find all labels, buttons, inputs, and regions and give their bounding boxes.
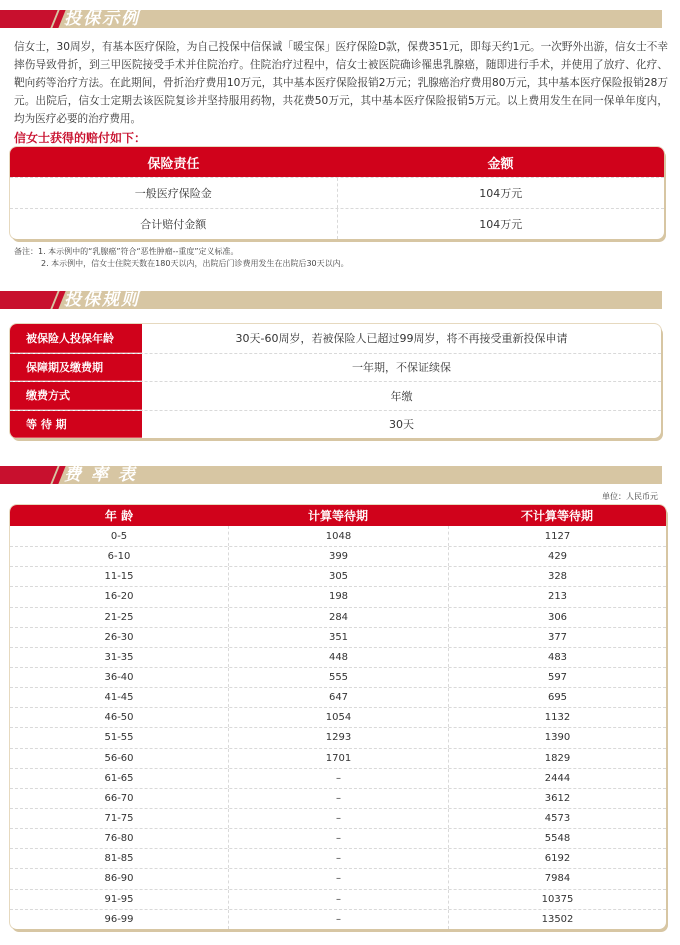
with-wait-cell: – (228, 829, 448, 848)
claims-subheading: 信女士获得的赔付如下： (14, 131, 147, 145)
table-row (10, 607, 666, 627)
without-wait-cell: 3612 (448, 789, 666, 808)
without-wait-cell: 10375 (448, 890, 666, 909)
table-row (10, 526, 666, 546)
claim-amount: 104万元 (337, 178, 665, 208)
age-cell: 36-40 (104, 672, 134, 684)
without-wait-cell: 1390 (448, 728, 666, 747)
note-1: 备注：1. 本示例中的“乳腺癌”符合“恶性肿瘤--重度”定义标准。 (14, 247, 239, 256)
claims-table-header (10, 147, 664, 177)
table-row (10, 177, 664, 208)
age-cell: 96-99 (104, 913, 134, 925)
age-cell: 11-15 (104, 571, 134, 583)
with-wait-cell: – (228, 849, 448, 868)
rule-value: 一年期，不保证续保 (352, 361, 451, 375)
age-cell: 86-90 (104, 873, 134, 885)
table-row (10, 410, 661, 439)
with-wait-cell: 305 (228, 567, 448, 586)
rate-table-header (10, 505, 666, 526)
without-wait-cell: 328 (448, 567, 666, 586)
rules-table (10, 324, 661, 438)
with-wait-cell: 351 (228, 628, 448, 647)
table-row (10, 748, 666, 768)
table-row (10, 808, 666, 828)
age-cell: 71-75 (104, 813, 134, 825)
claim-amount: 104万元 (337, 209, 665, 239)
section-banner-rates (0, 462, 680, 484)
with-wait-cell: – (228, 769, 448, 788)
table-row (10, 687, 666, 707)
age-cell: 91-95 (104, 893, 134, 905)
table-row (10, 324, 661, 353)
age-cell: 16-20 (104, 591, 134, 603)
table-row (10, 868, 666, 888)
rule-value: 30天-60周岁，若被保险人已超过99周岁，将不再接受重新投保申请 (235, 332, 568, 346)
table-row (10, 546, 666, 566)
table-row (10, 768, 666, 788)
with-wait-cell: – (228, 910, 448, 929)
without-wait-cell: 4573 (448, 809, 666, 828)
claim-item: 一般医疗保险金 (134, 187, 212, 200)
rule-label: 缴费方式 (10, 382, 142, 410)
section-banner-rules (0, 287, 680, 309)
without-wait-cell: 5548 (448, 829, 666, 848)
example-paragraph: 信女士，30周岁，有基本医疗保险，为自己投保中信保诚「暖宝保」医疗保险D款，保费351元，即每天约1元。一次野外出游，信女士不幸摔伤导致骨折，到三甲医院接受手术并住院治疗。住院治疗过程中，信女士被医院确诊罹患乳腺癌，随即进行手术，并使用了放疗、化疗、靶向药等治疗方法。在此期间，骨折治疗费用10万元，其中基本医疗保险报销2万元；乳腺癌治疗费用80万元，其中基本医疗保险报销28万元。出院后，信女士定期去该医院复诊并坚持服用药物，共花费50万元，其中基本医疗保险报销5万元。以上费用发生在同一保单年度内，均为医疗必要的治疗费用。 (14, 41, 668, 125)
without-wait-cell: 429 (448, 547, 666, 566)
without-wait-cell: 306 (448, 608, 666, 627)
with-wait-cell: 399 (228, 547, 448, 566)
rule-value: 年缴 (390, 389, 413, 403)
claim-item: 合计赔付金额 (140, 218, 207, 231)
without-wait-cell: 6192 (448, 849, 666, 868)
with-wait-cell: – (228, 869, 448, 888)
notes (14, 246, 349, 270)
table-row (10, 667, 666, 687)
with-wait-cell: 198 (228, 587, 448, 606)
without-wait-cell: 483 (448, 648, 666, 667)
table-row (10, 707, 666, 727)
age-cell: 6-10 (107, 551, 131, 563)
without-wait-cell: 7984 (448, 869, 666, 888)
with-wait-cell: 284 (228, 608, 448, 627)
age-cell: 81-85 (104, 853, 134, 865)
with-wait-cell: 1048 (228, 526, 448, 546)
age-cell: 21-25 (104, 611, 134, 623)
without-wait-cell: 1127 (448, 526, 666, 546)
with-wait-cell: – (228, 789, 448, 808)
rate-rows (10, 526, 666, 929)
section-banner-example (0, 6, 680, 28)
header-age: 年 龄 (104, 509, 134, 523)
age-cell: 46-50 (104, 712, 134, 724)
with-wait-cell: 647 (228, 688, 448, 707)
table-row (10, 208, 664, 239)
with-wait-cell: – (228, 809, 448, 828)
age-cell: 26-30 (104, 631, 134, 643)
table-row (10, 727, 666, 747)
with-wait-cell: – (228, 890, 448, 909)
rule-label: 被保险人投保年龄 (10, 324, 142, 353)
note-2: 2. 本示例中，信女士住院天数在180天以内，出院后门诊费用发生在出院后30天以内。 (41, 259, 349, 268)
rule-label: 等 待 期 (10, 411, 142, 439)
without-wait-cell: 1132 (448, 708, 666, 727)
age-cell: 31-35 (104, 651, 134, 663)
section-title-example: 投保示例 (64, 9, 140, 29)
table-row (10, 848, 666, 868)
without-wait-cell: 13502 (448, 910, 666, 929)
with-wait-cell: 1701 (228, 749, 448, 768)
without-wait-cell: 695 (448, 688, 666, 707)
table-row (10, 788, 666, 808)
header-without-wait: 不计算等待期 (520, 509, 593, 523)
age-cell: 41-45 (104, 692, 134, 704)
table-row (10, 627, 666, 647)
table-row (10, 353, 661, 382)
table-row (10, 889, 666, 909)
header-amount: 金额 (487, 156, 514, 172)
age-cell: 66-70 (104, 792, 134, 804)
age-cell: 0-5 (110, 530, 128, 542)
claims-table (10, 147, 664, 239)
without-wait-cell: 377 (448, 628, 666, 647)
rule-value: 30天 (389, 418, 414, 432)
table-row (10, 647, 666, 667)
with-wait-cell: 1293 (228, 728, 448, 747)
with-wait-cell: 448 (228, 648, 448, 667)
table-row (10, 566, 666, 586)
section-title-rates: 费 率 表 (64, 465, 137, 485)
without-wait-cell: 213 (448, 587, 666, 606)
with-wait-cell: 1054 (228, 708, 448, 727)
without-wait-cell: 2444 (448, 769, 666, 788)
table-row (10, 381, 661, 410)
table-row (10, 828, 666, 848)
without-wait-cell: 1829 (448, 749, 666, 768)
age-cell: 56-60 (104, 752, 134, 764)
without-wait-cell: 597 (448, 668, 666, 687)
with-wait-cell: 555 (228, 668, 448, 687)
table-row (10, 586, 666, 606)
currency-unit: 单位：人民币元 (602, 492, 658, 501)
rate-table (10, 505, 666, 929)
age-cell: 51-55 (104, 732, 134, 744)
header-with-wait: 计算等待期 (307, 509, 368, 523)
age-cell: 61-65 (104, 772, 134, 784)
section-title-rules: 投保规则 (64, 290, 140, 310)
table-row (10, 909, 666, 929)
age-cell: 76-80 (104, 833, 134, 845)
header-coverage: 保险责任 (147, 156, 200, 172)
rule-label: 保障期及缴费期 (10, 354, 142, 382)
